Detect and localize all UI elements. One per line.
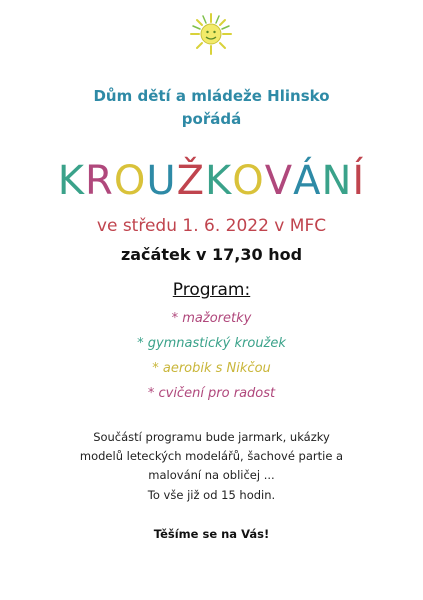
sun-icon: [187, 10, 235, 58]
title-letter: V: [264, 158, 294, 204]
title-letter: U: [146, 158, 177, 204]
title-letter: K: [57, 158, 86, 204]
program-item: * gymnastický kroužek: [137, 336, 286, 351]
info-line: modelů leteckých modelářů, šachové partie a: [79, 449, 344, 463]
title-letter: Ž: [176, 158, 205, 204]
info-line: Součástí programu bude jarmark, ukázky: [93, 430, 330, 444]
title-letter: O: [232, 158, 265, 204]
title-letter: Á: [293, 158, 322, 204]
title-letter: Í: [352, 158, 366, 204]
closing-text: Těšíme se na Vás!: [153, 527, 270, 541]
organizer-name: Dům dětí a mládeže Hlinsko: [93, 87, 330, 105]
program-item: * mažoretky: [171, 311, 252, 326]
title-letter: O: [113, 158, 147, 204]
program-item: * aerobik s Nikčou: [152, 361, 271, 376]
title-letter: R: [85, 158, 114, 204]
organizer-verb: pořádá: [181, 110, 242, 128]
info-line: malování na obličej ...: [148, 468, 275, 482]
event-title: [0, 158, 423, 204]
title-letter: N: [321, 158, 353, 204]
title-letter: K: [205, 158, 233, 204]
event-start-time: začátek v 17,30 hod: [120, 245, 303, 264]
info-line: To vše již od 15 hodin.: [147, 488, 276, 502]
program-item: * cvičení pro radost: [147, 386, 276, 401]
event-date: ve středu 1. 6. 2022 v MFC: [96, 216, 327, 236]
program-heading: Program:: [172, 280, 251, 300]
